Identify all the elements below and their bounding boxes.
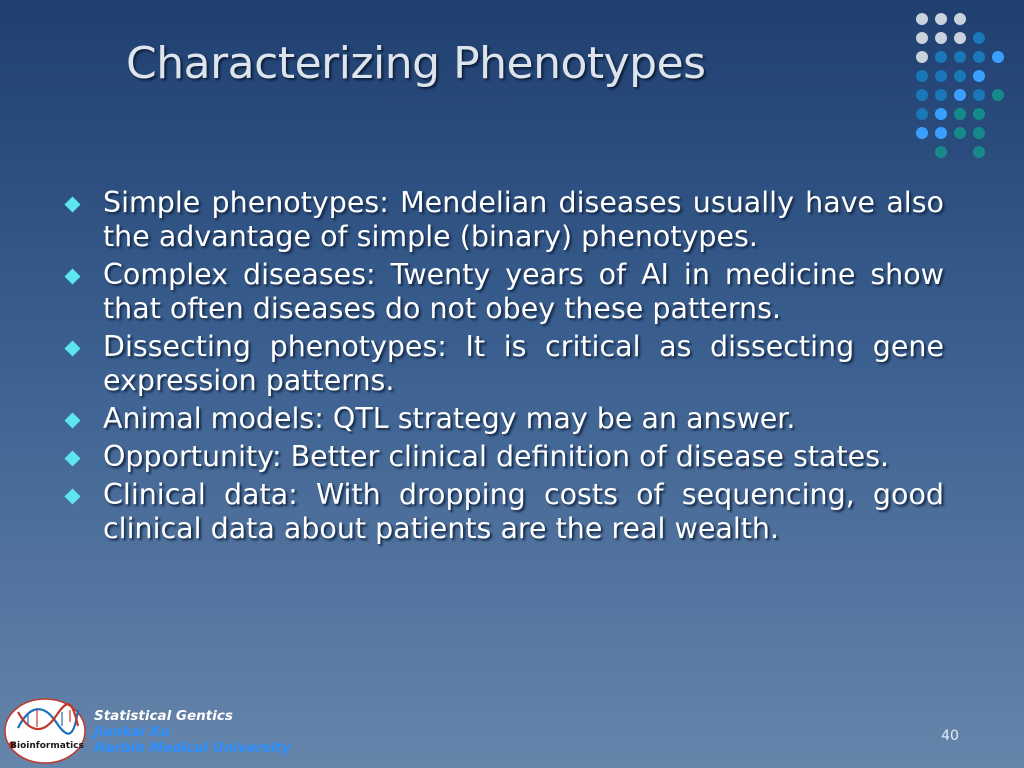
diamond-bullet-icon <box>64 488 81 505</box>
bullet-text: Opportunity: Better clinical definition of disease states. <box>103 440 890 473</box>
footer-author: Jiankai Xu <box>94 724 170 740</box>
footer-institution: Harbin Medical University <box>94 740 291 756</box>
bullet-item <box>64 330 944 398</box>
diamond-bullet-icon <box>64 196 81 213</box>
dot-row-8 <box>935 146 985 158</box>
logo-text: Bioinformatics <box>10 741 84 751</box>
diamond-bullet-icon <box>64 412 81 429</box>
bullet-text: Clinical data: With dropping costs of sequencing, good clinical data about patients are the real wealth. <box>103 478 944 545</box>
bullet-text: Complex diseases: Twenty years of AI in medicine show that often diseases do not obey these patterns. <box>103 258 944 325</box>
decorative-dot-grid <box>910 8 1010 158</box>
dot-row-2 <box>916 32 985 44</box>
bullet-text: Simple phenotypes: Mendelian diseases usually have also the advantage of simple (binary) phenotypes. <box>103 186 944 253</box>
bullet-item <box>64 402 944 436</box>
dot-row-4 <box>916 70 985 82</box>
page-number: 40 <box>941 728 959 744</box>
diamond-bullet-icon <box>64 340 81 357</box>
dot-row-5 <box>916 89 1004 101</box>
dot-row-1 <box>916 13 966 25</box>
footer-credits <box>94 708 291 756</box>
bullet-text: Dissecting phenotypes: It is critical as dissecting gene expression patterns. <box>103 330 944 397</box>
bullet-item <box>64 478 944 546</box>
bioinformatics-logo <box>4 698 86 764</box>
dot-row-6 <box>916 108 985 120</box>
slide-title: Characterizing Phenotypes <box>126 38 706 89</box>
diamond-bullet-icon <box>64 268 81 285</box>
bullet-item <box>64 440 944 474</box>
dot-row-3 <box>916 51 1004 63</box>
dot-row-7 <box>916 127 985 139</box>
bullet-item <box>64 186 944 254</box>
bullet-text: Animal models: QTL strategy may be an answer. <box>103 402 796 435</box>
bullet-item <box>64 258 944 326</box>
bullet-list <box>64 186 944 550</box>
footer-course: Statistical Gentics <box>94 708 233 724</box>
diamond-bullet-icon <box>64 450 81 467</box>
